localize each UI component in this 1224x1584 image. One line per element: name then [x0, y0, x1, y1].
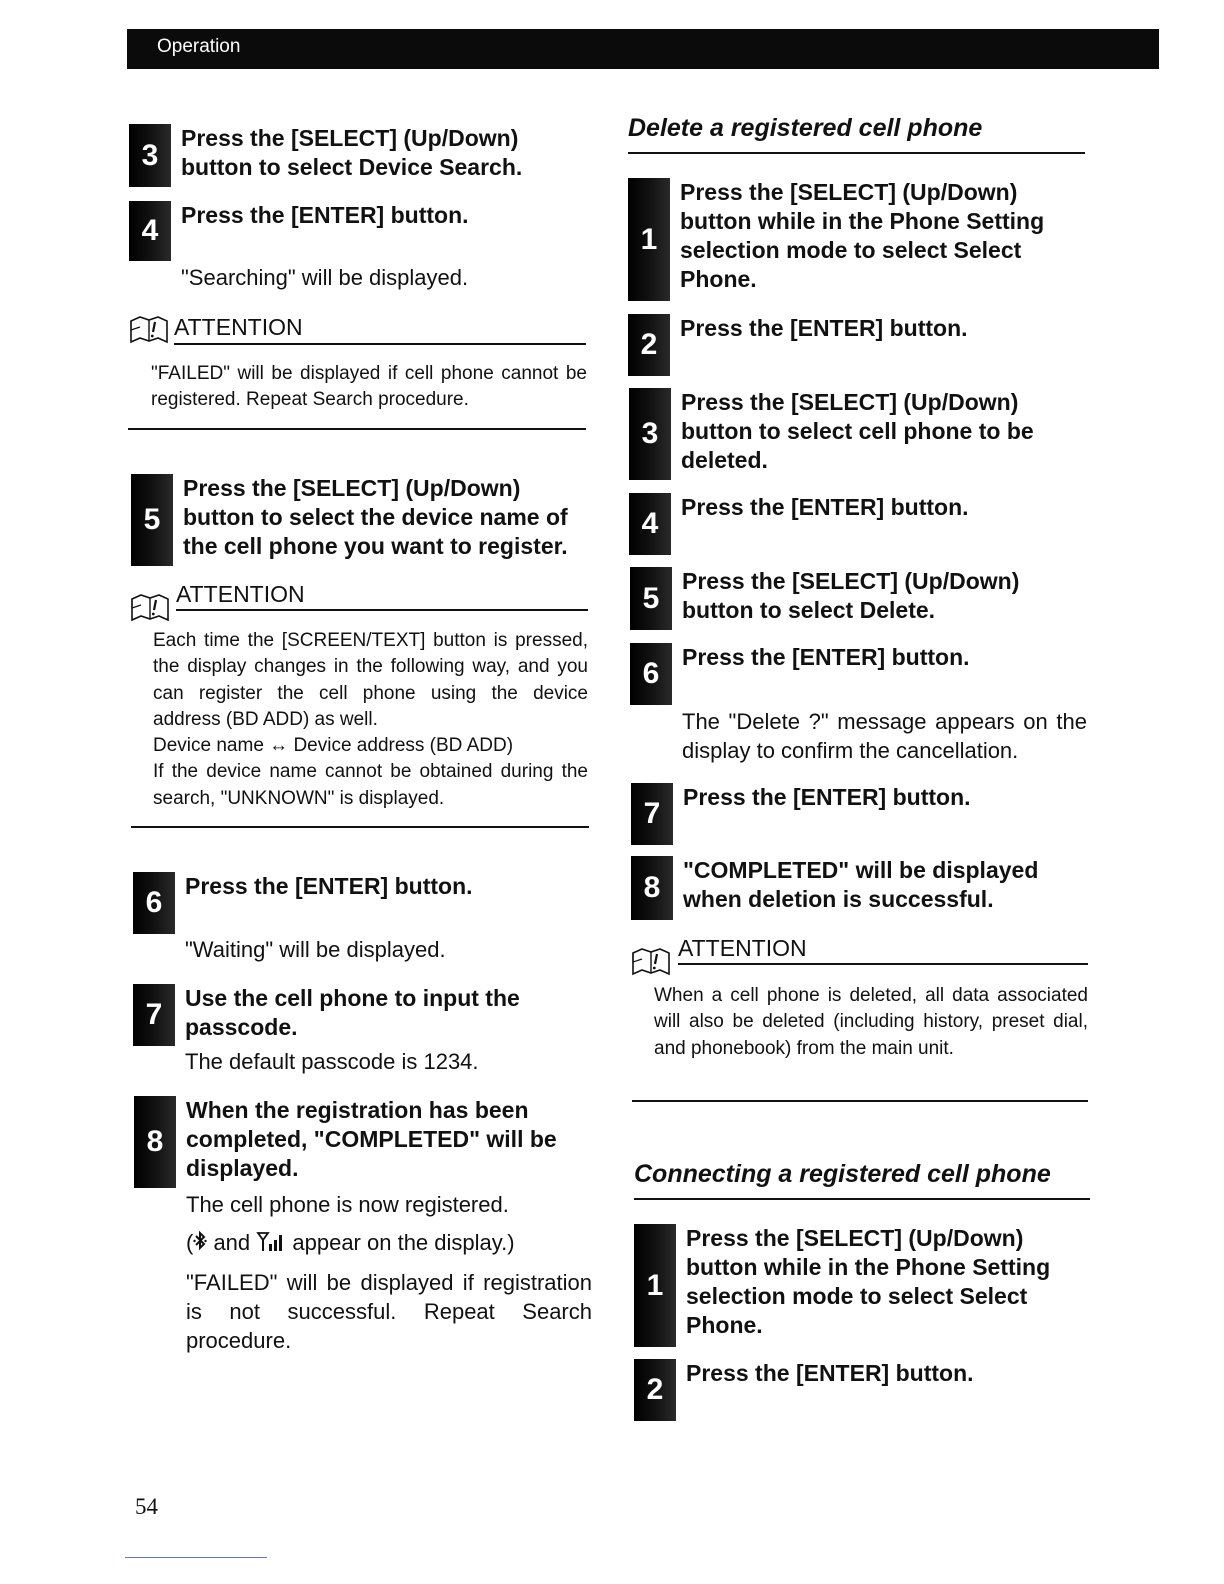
device-address-label: Device address (BD ADD) — [293, 735, 514, 757]
attention-label: ATTENTION — [678, 935, 807, 961]
attention-memo-icon — [630, 944, 676, 976]
step-title: Press the [ENTER] button. — [680, 315, 968, 341]
step-number-badge: 5 — [131, 474, 173, 566]
attention-memo-icon — [129, 590, 175, 622]
step-title: Press the [ENTER] button. — [683, 784, 971, 810]
step-number-badge: 5 — [630, 567, 672, 630]
step-title: Press the [SELECT] (Up/Down) button to select Delete. — [682, 568, 1020, 623]
step-number-badge: 4 — [129, 201, 171, 261]
step-title: Use the cell phone to input the passcode. — [185, 985, 520, 1040]
step-number-badge: 6 — [133, 872, 175, 934]
step-title: Press the [SELECT] (Up/Down) button while in the Phone Setting selection mode to select Select Phone. — [680, 179, 1045, 292]
step-title: Press the [ENTER] button. — [682, 644, 970, 670]
attention-end-divider — [128, 428, 586, 430]
section-title-delete: Delete a registered cell phone — [628, 114, 983, 142]
double-arrow-icon: ↔ — [269, 735, 289, 757]
step-number-badge: 3 — [629, 388, 671, 480]
step-number-badge: 8 — [631, 856, 673, 920]
step-title: Press the [ENTER] button. — [181, 202, 469, 228]
attention-end-divider — [632, 1100, 1088, 1102]
step-number-badge: 4 — [629, 493, 671, 555]
section-header-bar — [127, 29, 1159, 69]
step-description: "Waiting" will be displayed. — [185, 937, 446, 962]
section-divider — [634, 1198, 1090, 1200]
attention-text: "FAILED" will be displayed if cell phone cannot be registered. Repeat Search procedure. — [151, 363, 587, 411]
step-description: ( and appear on the display.) — [186, 1230, 515, 1255]
step-title: Press the [ENTER] button. — [681, 494, 969, 520]
step-title: When the registration has been completed, "COMPLETED" will be displayed. — [186, 1097, 557, 1181]
step-number-badge: 2 — [634, 1359, 676, 1421]
section-divider — [628, 152, 1085, 154]
step-title: "COMPLETED" will be displayed when deletion is successful. — [683, 857, 1039, 912]
step-description: "Searching" will be displayed. — [181, 265, 469, 290]
attention-end-divider — [131, 826, 589, 828]
attention-text: When a cell phone is deleted, all data associated will also be deleted (including history, preset dial, and phonebook) from the main unit. — [654, 985, 1088, 1059]
bluetooth-icon — [193, 1230, 207, 1252]
attention-memo-icon — [128, 312, 174, 344]
device-name-label: Device name — [153, 735, 264, 757]
attention-divider — [176, 609, 588, 611]
step-title: Press the [SELECT] (Up/Down) button to select Device Search. — [181, 125, 523, 180]
attention-label: ATTENTION — [176, 581, 305, 607]
attention-paragraph: Each time the [SCREEN/TEXT] button is pressed, the display changes in the following way, and you can register the cell phone using the device address (BD ADD) as well. — [153, 630, 588, 730]
step-number-badge: 8 — [134, 1096, 176, 1188]
step-title: Press the [ENTER] button. — [686, 1360, 974, 1386]
step-number-badge: 1 — [634, 1224, 676, 1347]
step-number-badge: 1 — [628, 178, 670, 301]
step-description: The "Delete ?" message appears on the display to confirm the cancellation. — [682, 709, 1087, 763]
attention-divider — [678, 963, 1088, 965]
attention-label: ATTENTION — [174, 314, 303, 340]
page-number: 54 — [135, 1494, 158, 1519]
section-label: Operation — [157, 36, 241, 57]
signal-strength-icon — [256, 1230, 286, 1252]
attention-text — [153, 628, 588, 812]
step-number-badge: 3 — [129, 124, 171, 187]
step-title: Press the [SELECT] (Up/Down) button to select the device name of the cell phone you want to register. — [183, 475, 568, 559]
step-title: Press the [SELECT] (Up/Down) button while in the Phone Setting selection mode to select Select Phone. — [686, 1225, 1051, 1338]
step-number-badge: 6 — [630, 643, 672, 705]
attention-divider — [174, 343, 586, 345]
step-title: Press the [ENTER] button. — [185, 873, 473, 899]
step-description: "FAILED" will be displayed if registration is not successful. Repeat Search procedure. — [186, 1270, 592, 1353]
step-number-badge: 7 — [631, 783, 673, 845]
step-title: Press the [SELECT] (Up/Down) button to select cell phone to be deleted. — [681, 389, 1034, 473]
footer-rule — [125, 1557, 267, 1558]
step-number-badge: 2 — [628, 314, 670, 376]
step-description: The default passcode is 1234. — [185, 1049, 479, 1074]
step-number-badge: 7 — [133, 984, 175, 1046]
attention-paragraph: If the device name cannot be obtained during the search, "UNKNOWN" is displayed. — [153, 761, 588, 809]
step-description: The cell phone is now registered. — [186, 1192, 509, 1217]
attention-paragraph — [153, 733, 588, 759]
section-title-connecting: Connecting a registered cell phone — [634, 1160, 1051, 1188]
